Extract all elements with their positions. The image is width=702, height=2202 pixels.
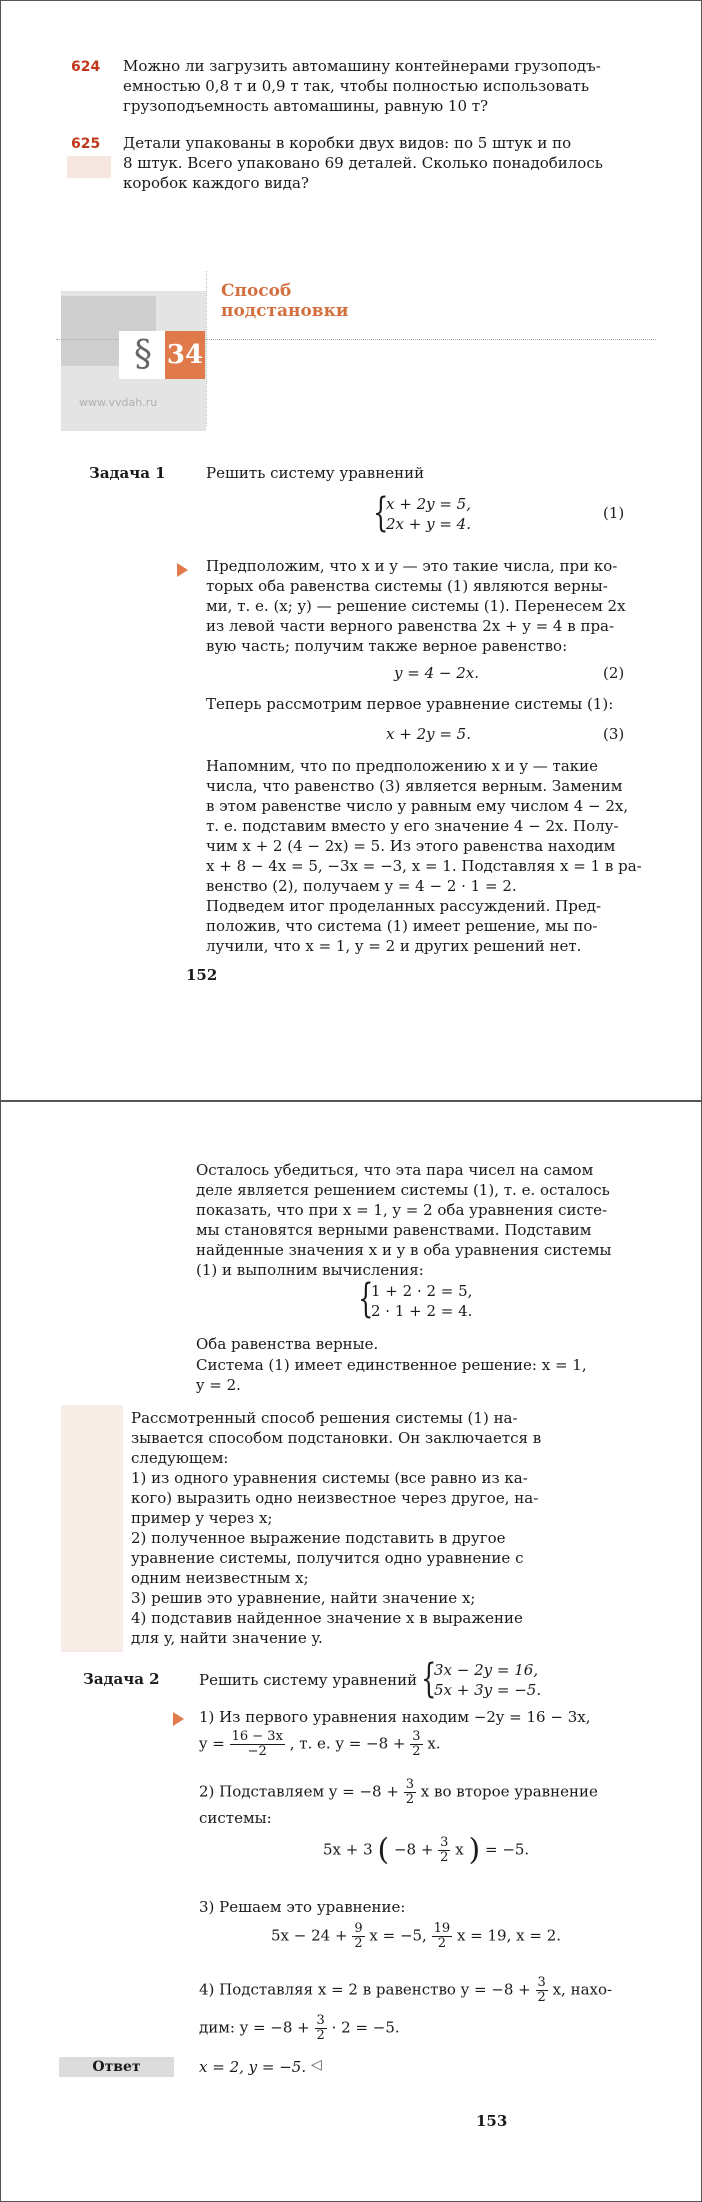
text-line: лучили, что x = 1, y = 2 и других решений нет. [206, 937, 582, 955]
text-line: 8 штук. Всего упаковано 69 деталей. Сколько понадобилось [123, 154, 603, 172]
text-line: x + 8 − 4x = 5, −3x = −3, x = 1. Подставляя x = 1 в ра- [206, 857, 642, 875]
denominator: −2 [247, 1744, 267, 1759]
answer-value: x = 2, y = −5. [199, 2058, 307, 2076]
text-line: 1) из одного уравнения системы (все равно из ка- [131, 1469, 528, 1487]
equation-number-3: (3) [603, 725, 625, 743]
section-number: 34 [165, 331, 205, 379]
text-line: емностью 0,8 т и 0,9 т так, чтобы полностью использовать [123, 77, 590, 95]
text-fragment: x = −5, [369, 1926, 427, 1945]
page-153 [0, 1101, 702, 2202]
solution-start-icon [173, 1712, 184, 1726]
text-line: вую часть; получим также верное равенство: [206, 637, 568, 655]
text-line: Подведем итог проделанных рассуждений. Пред- [206, 897, 602, 915]
step-2-line-b: системы: [199, 1809, 272, 1827]
page-number: 153 [476, 2112, 508, 2130]
text-fragment: −8 + [393, 1840, 434, 1859]
text-fragment: x [455, 1840, 464, 1859]
text-line: зывается способом подстановки. Он заключается в [131, 1429, 542, 1447]
text-line: Можно ли загрузить автомашину контейнерами грузоподъ- [123, 57, 601, 75]
numerator: 16 − 3x [231, 1729, 283, 1744]
check-brace: { [358, 1276, 374, 1322]
text-fragment: = −5. [484, 1840, 530, 1859]
text-line: 2) полученное выражение подставить в другое [131, 1529, 506, 1547]
system-brace: { [421, 1656, 437, 1702]
text-fragment: · 2 = −5. [331, 2018, 400, 2037]
fraction [352, 1922, 364, 1951]
step-1-line-a: 1) Из первого уравнения находим −2y = 16 − 3x, [199, 1708, 591, 1726]
text-fragment: x. [427, 1734, 441, 1753]
fraction [536, 1976, 548, 2005]
text-line: положив, что система (1) имеет решение, мы по- [206, 917, 598, 935]
equation-number-2: (2) [603, 664, 625, 682]
text-line: венство (2), получаем y = 4 − 2 · 1 = 2. [206, 877, 517, 895]
problem-625-text [123, 133, 623, 193]
denominator: 2 [437, 1936, 447, 1951]
denominator: 2 [354, 1936, 363, 1951]
check-eq-2: 2 · 1 + 2 = 4. [371, 1302, 473, 1320]
solution-end-icon: ◁ [311, 2057, 322, 2073]
equation-number-1: (1) [603, 504, 625, 522]
text-line: y = 2. [196, 1376, 241, 1394]
text-fragment: 2) Подставляем y = −8 + [199, 1782, 399, 1801]
text-line: одним неизвестным x; [131, 1569, 309, 1587]
unique-solution-text [196, 1355, 626, 1395]
text-line: числа, что равенство (3) является верным. Заменим [206, 777, 623, 795]
text-line: торых оба равенства системы (1) являются верны- [206, 577, 608, 595]
fraction [438, 1836, 450, 1865]
system-eq-2: 2x + y = 4. [386, 515, 471, 533]
watermark: www.vvdah.ru [79, 396, 158, 409]
text-fragment: дим: y = −8 + [199, 2018, 310, 2037]
solution-paragraph-2: Теперь рассмотрим первое уравнение системы (1): [206, 695, 614, 713]
equation-3: x + 2y = 5. [386, 725, 471, 743]
text-line: кого) выразить одно неизвестное через другое, на- [131, 1489, 539, 1507]
text-line: следующем: [131, 1449, 229, 1467]
text-line: 3) решив это уравнение, найти значение x; [131, 1589, 476, 1607]
denominator: 2 [405, 1792, 414, 1807]
step-1-line-b [199, 1730, 441, 1759]
text-line: Предположим, что x и y — это такие числа, при ко- [206, 557, 618, 575]
solution-paragraph-1 [206, 556, 626, 656]
text-line: из левой части верного равенства 2x + y = 4 в пра- [206, 617, 615, 635]
text-line: чим x + 2 (4 − 2x) = 5. Из этого равенства находим [206, 837, 616, 855]
step-4-line-b [199, 2014, 400, 2043]
numerator: 3 [412, 1729, 421, 1744]
step-3-line-a: 3) Решаем это уравнение: [199, 1898, 406, 1916]
step-2-line-a [199, 1778, 598, 1807]
fraction [315, 2014, 327, 2043]
solution-start-icon [177, 563, 188, 577]
text-line: мы становятся верными равенствами. Подставим [196, 1221, 592, 1239]
numerator: 3 [440, 1835, 449, 1850]
text-fragment: x во второе уравнение [420, 1782, 598, 1801]
solution-paragraph-4 [206, 896, 626, 956]
text-line: коробок каждого вида? [123, 174, 309, 192]
text-fragment: 5x − 24 + [271, 1926, 348, 1945]
task-2-eq-1: 3x − 2y = 16, [434, 1661, 539, 1679]
fraction [230, 1730, 285, 1759]
text-line: деле является решением системы (1), т. е. осталось [196, 1181, 610, 1199]
text-fragment: x, нахо- [552, 1980, 613, 1999]
problem-number-625: 625 [71, 136, 101, 152]
step-4-line-a [199, 1976, 612, 2005]
check-result: Оба равенства верные. [196, 1335, 379, 1353]
numerator: 3 [405, 1777, 414, 1792]
system-brace: { [373, 490, 389, 536]
denominator: 2 [440, 1850, 449, 1865]
numerator: 3 [537, 1975, 546, 1990]
paragraph-symbol-icon: § [119, 331, 167, 379]
text-fragment: 5x + 3 [323, 1840, 373, 1859]
text-line: т. е. подставим вместо y его значение 4 − 2x. Полу- [206, 817, 619, 835]
solution-paragraph-3 [206, 756, 642, 896]
numerator: 9 [354, 1921, 363, 1936]
denominator: 2 [412, 1744, 421, 1759]
text-line: Осталось убедиться, что эта пара чисел на самом [196, 1161, 594, 1179]
fraction [432, 1922, 453, 1951]
text-line: пример y через x; [131, 1509, 273, 1527]
check-eq-1: 1 + 2 · 2 = 5, [371, 1282, 473, 1300]
rule-highlight [61, 1405, 123, 1652]
page-number: 152 [186, 966, 218, 984]
section-title-line2: подстановки [221, 301, 349, 321]
text-line: уравнение системы, получится одно уравнение с [131, 1549, 524, 1567]
problem-number-624: 624 [71, 59, 101, 75]
numerator: 19 [433, 1921, 451, 1936]
text-line: показать, что при x = 1, y = 2 оба уравнения систе- [196, 1201, 608, 1219]
text-line: грузоподъемность автомашины, равную 10 т? [123, 97, 489, 115]
text-fragment: , т. е. y = −8 + [289, 1734, 406, 1753]
text-line: ми, т. е. (x; y) — решение системы (1). Перенесем 2x [206, 597, 626, 615]
verification-paragraph [196, 1160, 626, 1280]
text-line: для y, найти значение y. [131, 1629, 323, 1647]
substitution-method-rule [131, 1408, 631, 1648]
system-eq-1: x + 2y = 5, [386, 495, 471, 513]
problem-625-marker [67, 156, 111, 178]
step-3-equation [271, 1922, 561, 1951]
task-1-label: Задача 1 [89, 464, 166, 482]
paren-open: ( [377, 1832, 390, 1868]
text-fragment: x = 19, x = 2. [456, 1926, 561, 1945]
text-line: (1) и выполним вычисления: [196, 1261, 424, 1279]
step-2-equation [323, 1832, 530, 1868]
text-fragment: y = [199, 1734, 225, 1753]
fraction [410, 1730, 422, 1759]
text-fragment: 4) Подставляя x = 2 в равенство y = −8 + [199, 1980, 531, 1999]
text-line: Система (1) имеет единственное решение: x = 1, [196, 1356, 587, 1374]
text-line: 4) подставив найденное значение x в выражение [131, 1609, 523, 1627]
section-title-line1: Способ [221, 281, 292, 301]
equation-2: y = 4 − 2x. [394, 664, 479, 682]
text-line: Напомним, что по предположению x и y — такие [206, 757, 599, 775]
denominator: 2 [316, 2028, 325, 2043]
text-line: в этом равенстве число y равным ему числом 4 − 2x, [206, 797, 629, 815]
paren-close: ) [468, 1832, 481, 1868]
text-line: найденные значения x и y в оба уравнения системы [196, 1241, 612, 1259]
task-2-label: Задача 2 [83, 1670, 160, 1688]
problem-624-text [123, 56, 623, 116]
task-2-statement: Решить систему уравнений [199, 1671, 418, 1689]
denominator: 2 [537, 1990, 546, 2005]
text-line: Детали упакованы в коробки двух видов: по 5 штук и по [123, 134, 572, 152]
numerator: 3 [316, 2013, 325, 2028]
fraction [404, 1778, 416, 1807]
text-line: Рассмотренный способ решения системы (1) на- [131, 1409, 518, 1427]
task-2-eq-2: 5x + 3y = −5. [434, 1681, 542, 1699]
section-divider-vertical [206, 271, 207, 426]
task-1-statement: Решить систему уравнений [206, 464, 425, 482]
answer-label: Ответ [59, 2057, 174, 2077]
